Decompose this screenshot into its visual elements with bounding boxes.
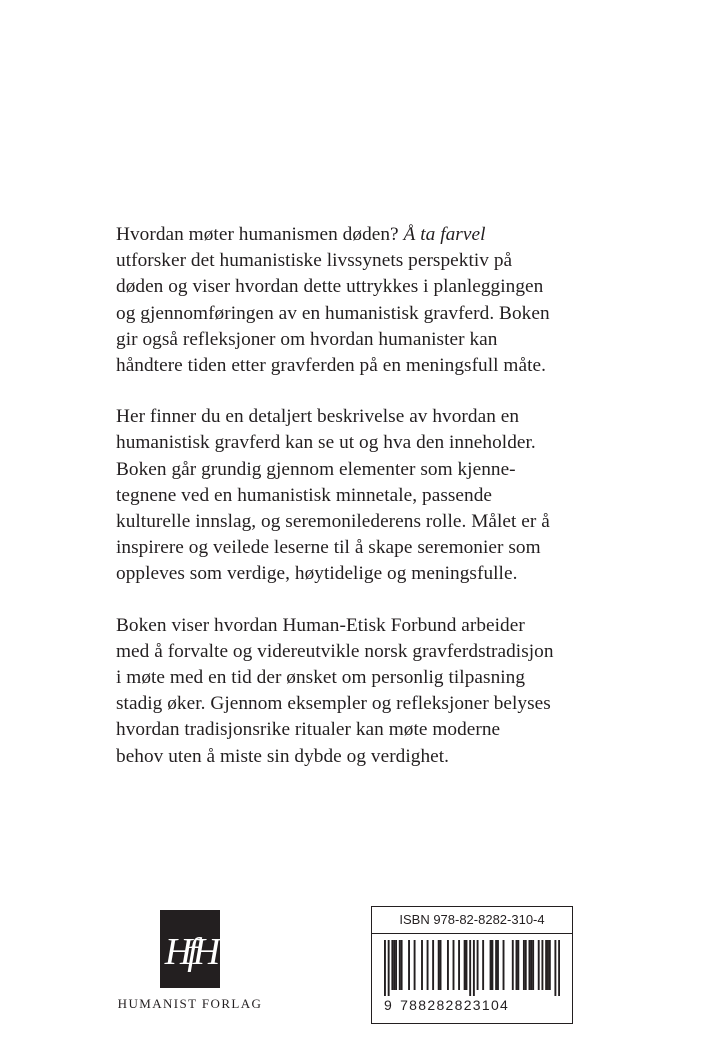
barcode-digits [384, 997, 560, 1013]
blurb-paragraph-3: Boken viser hvordan Human-Etisk Forbund arbeider med å forvalte og videreutvikle norsk gravferdstradisjon i møte med en tid der ønsket om personlig tilpasning stadig øker. Gjennom eksempler og refleksjoner belyses hvordan tradisjonsrike ritualer kan møte moderne behov uten å miste sin dybde og verdighet. [116, 614, 554, 767]
barcode-bar [512, 940, 514, 990]
barcode-bar [453, 940, 455, 990]
barcode-bar [414, 940, 416, 990]
barcode-bar [388, 940, 390, 996]
barcode-bar [523, 940, 525, 990]
barcode-area [372, 934, 572, 1023]
barcode-bar [466, 940, 468, 990]
barcode-bar [530, 940, 532, 990]
barcode-bar [464, 940, 466, 990]
blurb-text [116, 222, 596, 770]
barcode-bar [391, 940, 393, 990]
barcode-bar [401, 940, 403, 990]
barcode-bar [432, 940, 434, 990]
publisher-logo [115, 910, 265, 1020]
barcode-bar [393, 940, 395, 990]
barcode-bar [547, 940, 549, 990]
barcode-bar [532, 940, 534, 990]
barcode-bar [503, 940, 505, 990]
publisher-name: HUMANIST FORLAG [117, 996, 263, 1011]
barcode-bar [490, 940, 492, 990]
barcode-bar [399, 940, 401, 990]
barcode-bar [541, 940, 543, 990]
barcode-bar [408, 940, 410, 990]
barcode-bar [477, 940, 479, 990]
barcode-bar [525, 940, 527, 990]
barcode-bar [469, 940, 471, 996]
barcode-bar [558, 940, 560, 996]
logo-letters: HfH [164, 931, 216, 973]
barcode-bar [517, 940, 519, 990]
barcode-bar [421, 940, 423, 990]
barcode-icon [384, 940, 560, 996]
barcode-bar [516, 940, 518, 990]
barcode-bar [438, 940, 440, 990]
barcode-digit-group: 788282823104 [400, 997, 510, 1013]
blurb-lead: Hvordan møter humanismen døden? [116, 224, 404, 245]
barcode-bar [384, 940, 386, 996]
barcode-bar [497, 940, 499, 990]
barcode-bar [545, 940, 547, 990]
barcode-bar [473, 940, 475, 996]
barcode-bar [440, 940, 442, 990]
book-title: Å ta farvel [403, 224, 486, 245]
barcode-bar [491, 940, 493, 990]
hfh-logo-icon [160, 910, 220, 988]
barcode-digit-prefix: 9 [384, 997, 394, 1013]
blurb-paragraph-1 [116, 222, 596, 379]
isbn-label: ISBN 978-82-8282-310-4 [372, 907, 572, 934]
barcode-bar [458, 940, 460, 990]
barcode-bar [554, 940, 556, 996]
barcode-bar [538, 940, 540, 990]
blurb-paragraph-2: Her finner du en detaljert beskrivelse av hvordan en humanistisk gravferd kan se ut og hva den inneholder. Boken går grundig gjennom elementer som kjenne- tegnene ved en humanistisk minnetale, passende kulturelle innslag, og seremonilederens rolle. Målet er å inspirere og veilede leserne til å skape seremonier som oppleves som verdige, høytidelige og meningsfulle. [116, 406, 550, 585]
barcode-bar [395, 940, 397, 990]
barcode-bar [482, 940, 484, 990]
barcode-bar [529, 940, 531, 990]
barcode-bar [427, 940, 429, 990]
barcode-bar [447, 940, 449, 990]
isbn-barcode-box [371, 906, 573, 1024]
blurb-paragraph-1-rest: utforsker det humanistiske livssynets perspektiv på døden og viser hvordan dette uttrykkes i planleggingen og gjennomføringen av en humanistisk gravferd. Boken gir også refleksjoner om hvordan humanister kan håndtere tiden etter gravferden på en meningsfull måte. [116, 250, 550, 377]
barcode-bar [549, 940, 551, 990]
barcode-bar [495, 940, 497, 990]
